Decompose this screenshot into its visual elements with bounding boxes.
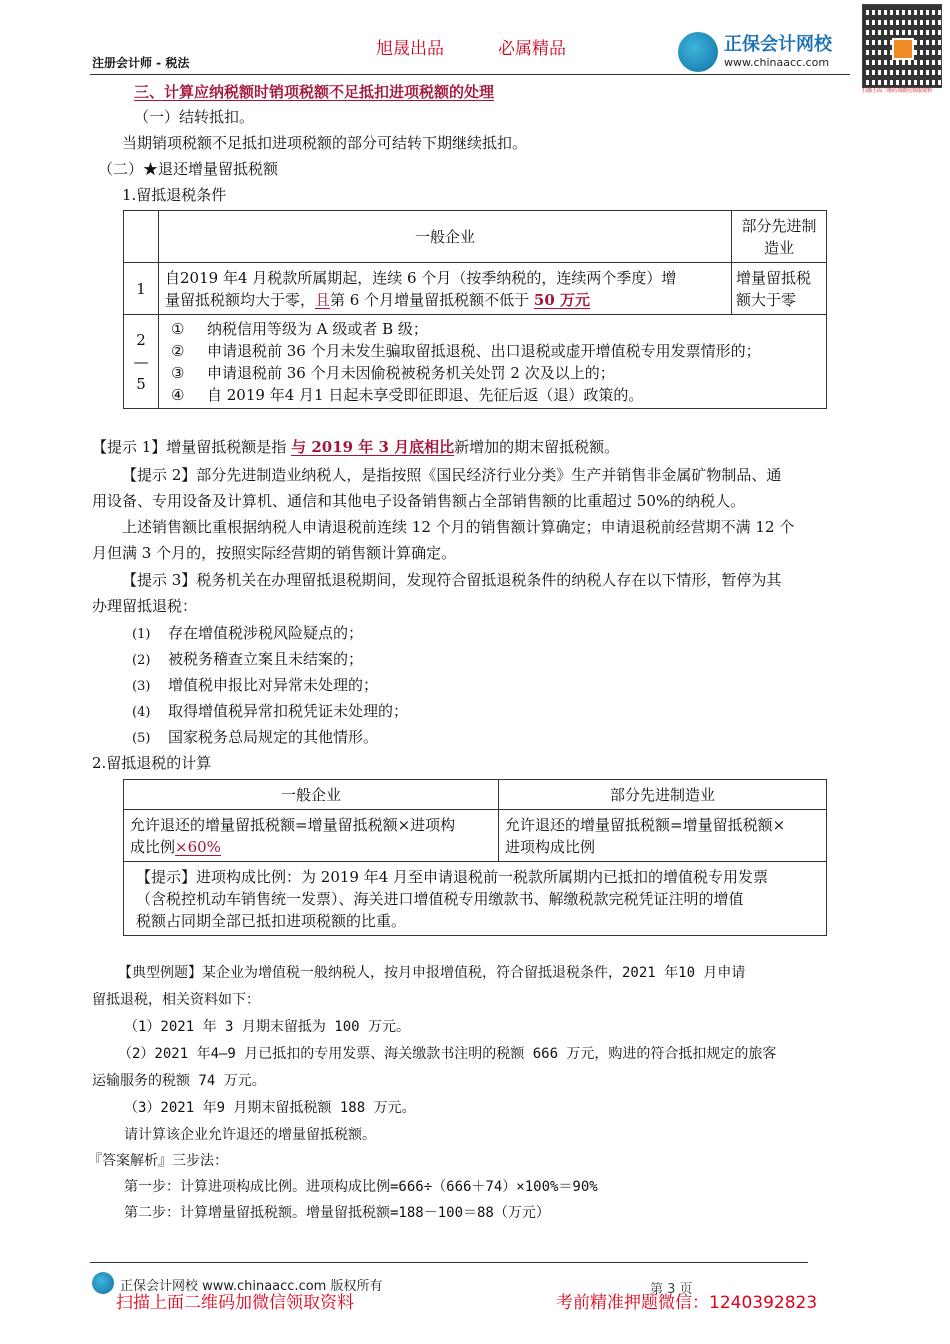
header-advanced-manufacturing: 部分先进制造业 bbox=[499, 780, 827, 810]
item-text: 取得增值税异常扣税凭证未处理的； bbox=[168, 702, 409, 720]
row1-line2 bbox=[165, 289, 725, 311]
para-carryforward-heading: （一）结转抵扣。 bbox=[134, 108, 255, 126]
document-title: 注册会计师 - 税法 bbox=[92, 56, 190, 70]
answer-step1: 第一步：计算进项构成比例。进项构成比例=666÷（666＋74）×100%＝90% bbox=[124, 1179, 598, 1195]
item-text: 被税务稽查立案且未结案的； bbox=[168, 650, 364, 668]
footer-ad-right: 考前精准押题微信：1240392823 bbox=[556, 1293, 818, 1313]
item-mark: ④ bbox=[171, 385, 185, 404]
footer-divider bbox=[90, 1262, 808, 1263]
row-number bbox=[124, 315, 159, 409]
example-line1: 【典型例题】某企业为增值税一般纳税人，按月申报增值税，符合留抵退税条件，2021 年10 月申请 bbox=[118, 965, 746, 981]
para-conditions-heading: 1.留抵退税条件 bbox=[122, 186, 227, 204]
header-general-enterprise: 一般企业 bbox=[124, 780, 499, 810]
item-mark: ① bbox=[171, 319, 185, 338]
item-text: 自 2019 年4 月1 日起未享受即征即退、先征后返（退）政策的。 bbox=[207, 385, 644, 404]
advanced-formula-line1: 允许退还的增量留抵税额=增量留抵税额× bbox=[505, 815, 786, 834]
chinaacc-logo bbox=[678, 30, 858, 74]
list-item bbox=[132, 698, 408, 726]
tip2-line2: 用设备、专用设备及计算机、通信和其他电子设备销售额占全部销售额的比重超过 50%的纳税人。 bbox=[92, 492, 746, 510]
table-corner-cell bbox=[124, 211, 159, 263]
ratio-tip-line3: 税额占同期全部已抵扣进项税额的比重。 bbox=[136, 911, 407, 930]
item-text: 申请退税前 36 个月未因偷税被税务机关处罚 2 次及以上的； bbox=[207, 363, 615, 382]
tip1-highlight: 与 2019 年 3 月底相比 bbox=[291, 438, 455, 456]
list-item bbox=[171, 318, 820, 340]
para-refund-heading: （二）★退还增量留抵税额 bbox=[98, 160, 279, 178]
advanced-formula-line2: 进项构成比例 bbox=[505, 837, 596, 856]
general-formula-rate: ×60% bbox=[175, 837, 221, 856]
row1-and: 且 bbox=[315, 290, 331, 309]
tip2-line1: 【提示 2】部分先进制造业纳税人，是指按照《国民经济行业分类》生产并销售非金属矿物制品、通 bbox=[122, 466, 782, 484]
tip1 bbox=[92, 434, 619, 460]
row2-no-line1: 2— bbox=[133, 330, 149, 371]
row1-advanced-cell bbox=[732, 263, 827, 315]
footer-logo-icon bbox=[92, 1272, 114, 1294]
item-text: 存在增值税涉税风险疑点的； bbox=[168, 624, 364, 642]
example-line4: （2）2021 年4—9 月已抵扣的专用发票、海关缴款书注明的税额 666 万元，购进的符合抵扣规定的旅客 bbox=[118, 1046, 777, 1062]
slogan-left: 旭晟出品 bbox=[376, 39, 444, 59]
ratio-tip-line2: （含税控机动车销售统一发票）、海关进口增值税专用缴款书、解缴税款完税凭证注明的增值 bbox=[136, 889, 744, 908]
list-item bbox=[132, 672, 378, 700]
list-item bbox=[132, 724, 378, 752]
row1-line2a: 量留抵税额均大于零， bbox=[165, 290, 316, 309]
row1-line1: 自2019 年4 月税款所属期起，连续 6 个月（按季纳税的，连续两个季度）增 bbox=[165, 268, 677, 287]
tip2-line3: 上述销售额比重根据纳税人申请退税前连续 12 个月的销售额计算确定；申请退税前经营期不满 12 个 bbox=[122, 518, 795, 536]
tip1-a: 【提示 1】增量留抵税额是指 bbox=[92, 438, 292, 456]
row2-conditions-cell bbox=[159, 315, 827, 409]
general-formula-line2 bbox=[130, 836, 492, 858]
footer-copyright: 正保会计网校 www.chinaacc.com 版权所有 bbox=[120, 1279, 383, 1294]
row1-threshold: 50 万元 bbox=[533, 290, 590, 309]
advanced-formula-cell bbox=[499, 810, 827, 862]
item-mark: (2) bbox=[132, 653, 151, 668]
list-item bbox=[132, 646, 363, 674]
tip2-line4: 月但满 3 个月的，按照实际经营期的销售额计算确定。 bbox=[92, 544, 457, 562]
logo-mark-icon bbox=[678, 32, 718, 72]
calculation-table bbox=[123, 779, 827, 936]
tip3-line2: 办理留抵退税： bbox=[92, 597, 198, 615]
example-line7: 请计算该企业允许退还的增量留抵税额。 bbox=[124, 1127, 376, 1143]
header-divider bbox=[90, 74, 850, 75]
conditions-table bbox=[123, 210, 827, 409]
general-formula-line1: 允许退还的增量留抵税额=增量留抵税额×进项构 bbox=[130, 815, 456, 834]
answer-heading: 『答案解析』三步法： bbox=[88, 1153, 228, 1169]
list-item bbox=[171, 362, 820, 384]
logo-name: 正保会计网校 bbox=[724, 34, 832, 55]
ratio-tip-cell bbox=[124, 862, 827, 936]
item-mark: (3) bbox=[132, 679, 151, 694]
footer-ad-left: 扫描上面二维码加微信领取资料 bbox=[116, 1293, 354, 1313]
ratio-tip-line1: 【提示】进项构成比例：为 2019 年4 月至申请退税前一税款所属期内已抵扣的增值税专用发票 bbox=[136, 867, 769, 886]
logo-url: www.chinaacc.com bbox=[724, 56, 830, 69]
tip1-c: 新增加的期末留抵税额。 bbox=[454, 438, 620, 456]
item-text: 纳税信用等级为 A 级或者 B 级； bbox=[207, 319, 428, 338]
answer-step2: 第二步：计算增量留抵税额。增量留抵税额=188－100＝88（万元） bbox=[124, 1205, 550, 1221]
para-carryforward-text: 当期销项税额不足抵扣进项税额的部分可结转下期继续抵扣。 bbox=[122, 134, 528, 152]
list-item bbox=[171, 340, 820, 362]
general-formula-l2a: 成比例 bbox=[130, 837, 176, 856]
example-line5: 运输服务的税额 74 万元。 bbox=[92, 1073, 266, 1089]
row2-no-line2: 5 bbox=[136, 374, 146, 393]
item-text: 申请退税前 36 个月未发生骗取留抵退税、出口退税或虚开增值税专用发票情形的； bbox=[207, 341, 761, 360]
item-mark: (1) bbox=[132, 627, 151, 642]
row1-general-cell bbox=[159, 263, 732, 315]
header-adv-line2: 造业 bbox=[763, 238, 794, 257]
slogan-right: 必属精品 bbox=[498, 39, 566, 59]
item-mark: ② bbox=[171, 341, 185, 360]
row1-adv-line1: 增量留抵税 bbox=[736, 268, 812, 287]
row-number: 1 bbox=[124, 263, 159, 315]
list-item bbox=[132, 620, 363, 648]
row1-adv-line2: 额大于零 bbox=[736, 290, 797, 309]
item-mark: (4) bbox=[132, 705, 151, 720]
example-line6: （3）2021 年9 月期末留抵税额 188 万元。 bbox=[124, 1100, 416, 1116]
list-item bbox=[171, 384, 820, 406]
header-advanced-manufacturing bbox=[732, 211, 827, 263]
row1-line2c: 第 6 个月增量留抵税额不低于 bbox=[330, 290, 534, 309]
item-text: 国家税务总局规定的其他情形。 bbox=[168, 728, 379, 746]
calc-heading: 2.留抵退税的计算 bbox=[92, 754, 212, 772]
qr-note: 扫描上面二维码加微信领取资料 bbox=[862, 88, 933, 94]
tip3-line1: 【提示 3】税务机关在办理留抵退税期间，发现符合留抵退税条件的纳税人存在以下情形，暂停为其 bbox=[122, 571, 782, 589]
example-line3: （1）2021 年 3 月期末留抵为 100 万元。 bbox=[124, 1019, 411, 1035]
general-formula-cell bbox=[124, 810, 499, 862]
qr-center-logo-icon bbox=[892, 38, 914, 60]
page-number: 第 3 页 bbox=[650, 1282, 693, 1297]
header-adv-line1: 部分先进制 bbox=[741, 216, 817, 235]
example-line2: 留抵退税，相关资料如下： bbox=[92, 992, 260, 1008]
item-mark: (5) bbox=[132, 731, 151, 746]
section-title: 三、计算应纳税额时销项税额不足抵扣进项税额的处理 bbox=[134, 83, 495, 101]
item-mark: ③ bbox=[171, 363, 185, 382]
item-text: 增值税申报比对异常未处理的； bbox=[168, 676, 379, 694]
header-general-enterprise: 一般企业 bbox=[159, 211, 732, 263]
